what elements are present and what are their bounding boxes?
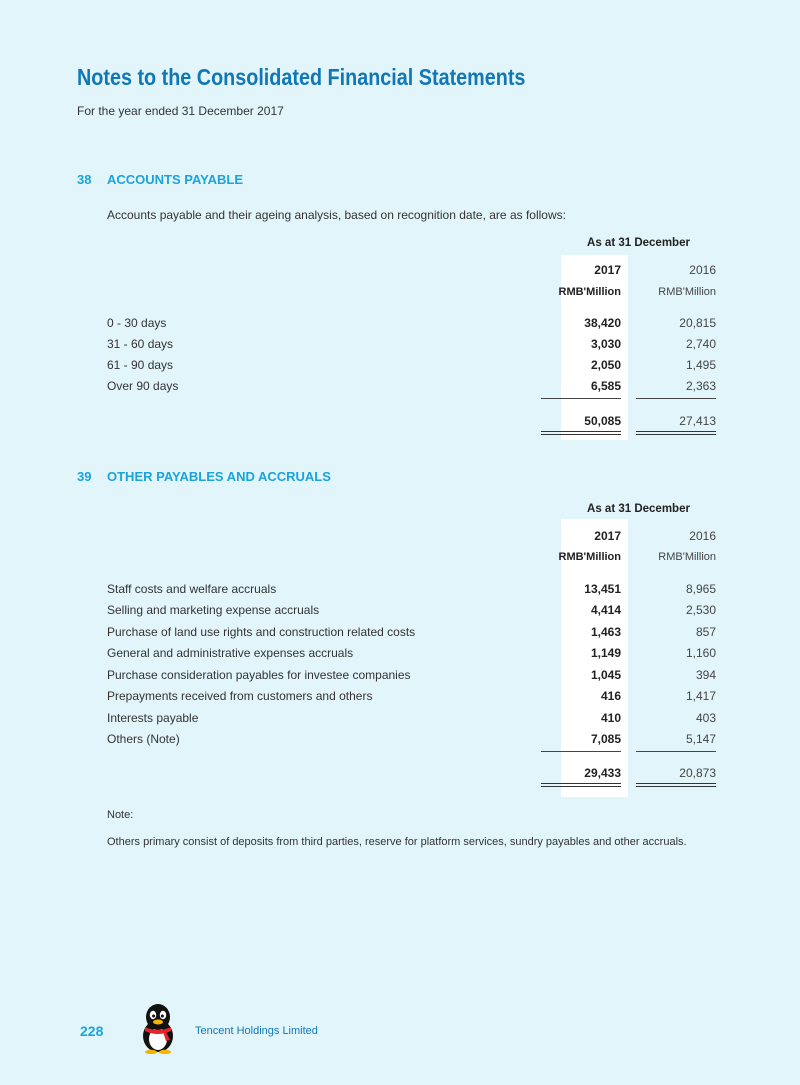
row-label: Others (Note) [107, 732, 180, 746]
row-label: Over 90 days [107, 379, 179, 393]
value-2016: 8,965 [685, 582, 716, 596]
unit-2016: RMB'Million [658, 551, 716, 563]
value-2017: 1,149 [590, 646, 621, 660]
value-2017: 7,085 [590, 732, 621, 746]
row-label: Prepayments received from customers and others [107, 689, 373, 703]
company-name: Tencent Holdings Limited [195, 1025, 318, 1037]
row-label: 61 - 90 days [107, 358, 174, 372]
page-subtitle: For the year ended 31 December 2017 [77, 104, 284, 118]
value-2016: 1,417 [685, 689, 716, 703]
value-2016: 20,815 [679, 316, 716, 330]
total-double-rule-2017 [541, 431, 621, 435]
value-2017: 1,463 [590, 625, 621, 639]
page-title: Notes to the Consolidated Financial Statements [77, 64, 526, 90]
row-label: Selling and marketing expense accruals [107, 603, 320, 617]
unit-2017: RMB'Million [558, 551, 621, 563]
page-number: 228 [80, 1023, 104, 1039]
section-39-heading [77, 469, 331, 484]
value-2017: 2,050 [590, 358, 621, 372]
column-header-2017: 2017 [594, 263, 621, 277]
value-2016: 857 [695, 625, 716, 639]
value-2017: 3,030 [590, 337, 621, 351]
section-38-heading [77, 172, 243, 187]
column-header-2017: 2017 [594, 529, 621, 543]
total-double-rule-2016 [636, 431, 716, 435]
row-label: Purchase consideration payables for investee companies [107, 668, 411, 682]
subtotal-rule-2017 [541, 751, 621, 752]
row-label: General and administrative expenses accruals [107, 646, 354, 660]
subtotal-rule-2016 [636, 751, 716, 752]
penguin-mascot-icon [136, 1002, 180, 1059]
total-2017: 29,433 [584, 766, 621, 780]
unit-2017: RMB'Million [558, 286, 621, 298]
unit-2016: RMB'Million [658, 286, 716, 298]
note-text: Others primary consist of deposits from third parties, reserve for platform services, sundry payables and other accruals. [107, 836, 687, 848]
section-38-intro: Accounts payable and their ageing analysis, based on recognition date, are as follows: [107, 208, 566, 222]
section-number: 39 [77, 469, 92, 484]
total-double-rule-2017 [541, 783, 621, 787]
value-2016: 2,530 [685, 603, 716, 617]
value-2017: 13,451 [584, 582, 621, 596]
value-2016: 5,147 [685, 732, 716, 746]
section-title: ACCOUNTS PAYABLE [107, 172, 244, 187]
column-header-2016: 2016 [689, 529, 716, 543]
value-2016: 2,740 [685, 337, 716, 351]
section-number: 38 [77, 172, 92, 187]
value-2017: 410 [600, 711, 621, 725]
total-2016: 27,413 [679, 414, 716, 428]
value-2016: 394 [695, 668, 716, 682]
total-2017: 50,085 [584, 414, 621, 428]
row-label: Purchase of land use rights and construction related costs [107, 625, 416, 639]
value-2016: 2,363 [685, 379, 716, 393]
subtotal-rule-2017 [541, 398, 621, 399]
value-2016: 1,495 [685, 358, 716, 372]
value-2016: 1,160 [685, 646, 716, 660]
period-heading: As at 31 December [587, 237, 690, 249]
row-label: Interests payable [107, 711, 199, 725]
value-2017: 38,420 [584, 316, 621, 330]
row-label: Staff costs and welfare accruals [107, 582, 277, 596]
row-label: 0 - 30 days [107, 316, 167, 330]
value-2017: 6,585 [590, 379, 621, 393]
value-2017: 1,045 [590, 668, 621, 682]
value-2017: 416 [600, 689, 621, 703]
value-2016: 403 [695, 711, 716, 725]
total-double-rule-2016 [636, 783, 716, 787]
row-label: 31 - 60 days [107, 337, 174, 351]
value-2017: 4,414 [590, 603, 621, 617]
subtotal-rule-2016 [636, 398, 716, 399]
note-heading: Note: [107, 809, 134, 821]
section-title: OTHER PAYABLES AND ACCRUALS [107, 469, 331, 484]
period-heading: As at 31 December [587, 503, 690, 515]
column-header-2016: 2016 [689, 263, 716, 277]
total-2016: 20,873 [679, 766, 716, 780]
